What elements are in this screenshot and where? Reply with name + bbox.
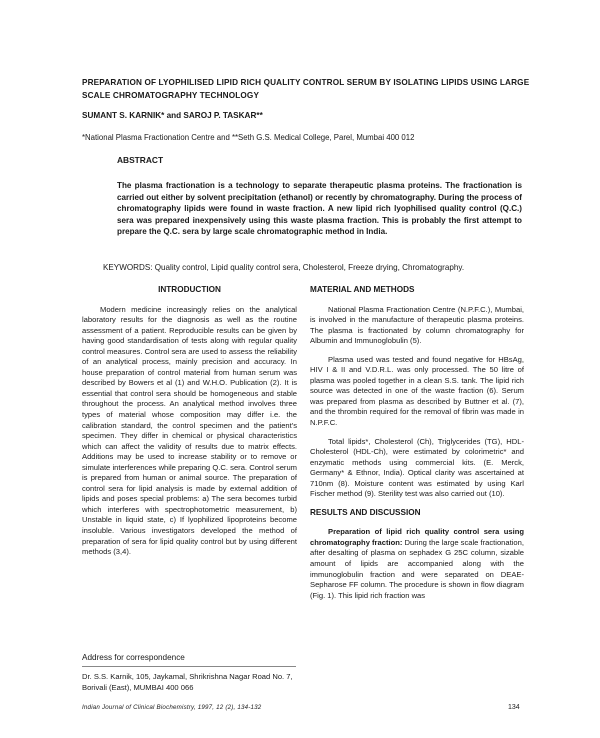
left-column (82, 285, 297, 566)
correspondence-heading: Address for correspondence (82, 653, 185, 662)
methods-paragraph-2: Plasma used was tested and found negative for HBsAg, HIV I & II and V.D.R.L. was only processed. The 50 litre of plasma was pooled together in a clean S.S. tank. The lipid rich source was detected in one of the waste fraction (6). Serum was prepared from plasma as described by Buttner et al. (7), and the thrombin required for the removal of fibrin was made in N.P.F.C. (310, 354, 524, 428)
introduction-paragraph: Modern medicine increasingly relies on the analytical laboratory results for the diagnosis as well as the routine assessment of a patient. Reproducible results can be given by having good standardisation of tests along with regular quality control measures. Control sera are used to assess the reliability of an analytical process, mainly precision and accuracy. In house preparation of control material from human serum was described by Bowers et al (1) and W.H.O. Publication (2). It is essential that control sera should be homogeneous and stable throughout the process. An analytical method involves three types of material whose composition may differ i.e. the calibration standard, the control specimen and the patient's specimen. They differ in chemical or physical characteristics which can affect the validity of results due to matrix effects. Additions may be used to increase stability or to remove or simulate interferences while preparing Q.C. sera. Control serum is prepared from human or animal source. The preparation of control sera for lipid analysis is made by external addition of lipids and poses special problems: a) The sera becomes turbid which interferes with spectrophotometric measurement, b) Unstable in liquid state, c) If lyophilized lipoproteins become insoluble. Various investigators developed the method of preparation of sera for lipid quality control but by using different methods (3,4). (82, 304, 297, 557)
keywords: KEYWORDS: Quality control, Lipid quality control sera, Cholesterol, Freeze drying, Chromatography. (103, 263, 465, 272)
paper-title: PREPARATION OF LYOPHILISED LIPID RICH QUALITY CONTROL SERUM BY ISOLATING LIPIDS USING LARGE SCALE CHROMATOGRAPHY TECHNOLOGY (82, 78, 530, 100)
footnote-divider (82, 666, 296, 667)
abstract-text: The plasma fractionation is a technology to separate therapeutic plasma proteins. The fractionation is carried out either by solvent precipitation (ethanol) or recently by chromatography. During the process of chromatography lipids were found in waste fraction. A new lipid rich lyophilised quality control (Q.C.) sera was prepared inexpensively using this waste plasma fraction. This is probably the first attempt to prepare the Q.C. sera by large scale chromatographic method in India. (117, 181, 522, 236)
introduction-heading: INTRODUCTION (158, 285, 221, 294)
page-number: 134 (508, 704, 520, 711)
right-column (310, 285, 524, 609)
affiliation: *National Plasma Fractionation Centre and **Seth G.S. Medical College, Parel, Mumbai 400 012 (82, 133, 415, 142)
methods-paragraph-3: Total lipids*, Cholesterol (Ch), Triglycerides (TG), HDL-Cholesterol (HDL-Ch), were estimated by colorimetric* and enzymatic methods using commercial kits. (E. Merck, Germany* & Ethnor, India). Optical clarity was ascertained at 710nm (8). Moisture content was estimated by using Karl Fischer method (9). Sterility test was also carried out (10). (310, 436, 524, 499)
abstract-heading: ABSTRACT (117, 155, 164, 165)
results-heading: RESULTS AND DISCUSSION (310, 507, 421, 517)
methods-heading: MATERIAL AND METHODS (310, 285, 415, 294)
results-paragraph (310, 527, 524, 601)
results-lead: Preparation of lipid rich quality control sera using chromatography fraction: (310, 527, 524, 547)
methods-paragraph-1: National Plasma Fractionation Centre (N.P.F.C.), Mumbai, is involved in the manufacture of therapeutic plasma proteins. The plasma is fractionated by column chromatography for Albumin and Immunoglobulin (5). (310, 304, 524, 346)
correspondence-address: Dr. S.S. Karnik, 105, Jaykamal, Shrikrishna Nagar Road No. 7, Borivali (East), MUMBAI 400 066 (82, 672, 293, 692)
journal-citation: Indian Journal of Clinical Biochemistry, 1997, 12 (2), 134-132 (82, 704, 262, 711)
authors: SUMANT S. KARNIK* and SAROJ P. TASKAR** (82, 111, 263, 120)
results-text: During the large scale fractionation, after desalting of plasma on sephadex G 25C column, sizable amount of lipids are accompanied along with the immunoglobulin fraction and were separated on DEAE-Sepharose FF column. The procedure is shown in flow diagram (Fig. 1). This lipid rich fraction was (310, 537, 524, 600)
